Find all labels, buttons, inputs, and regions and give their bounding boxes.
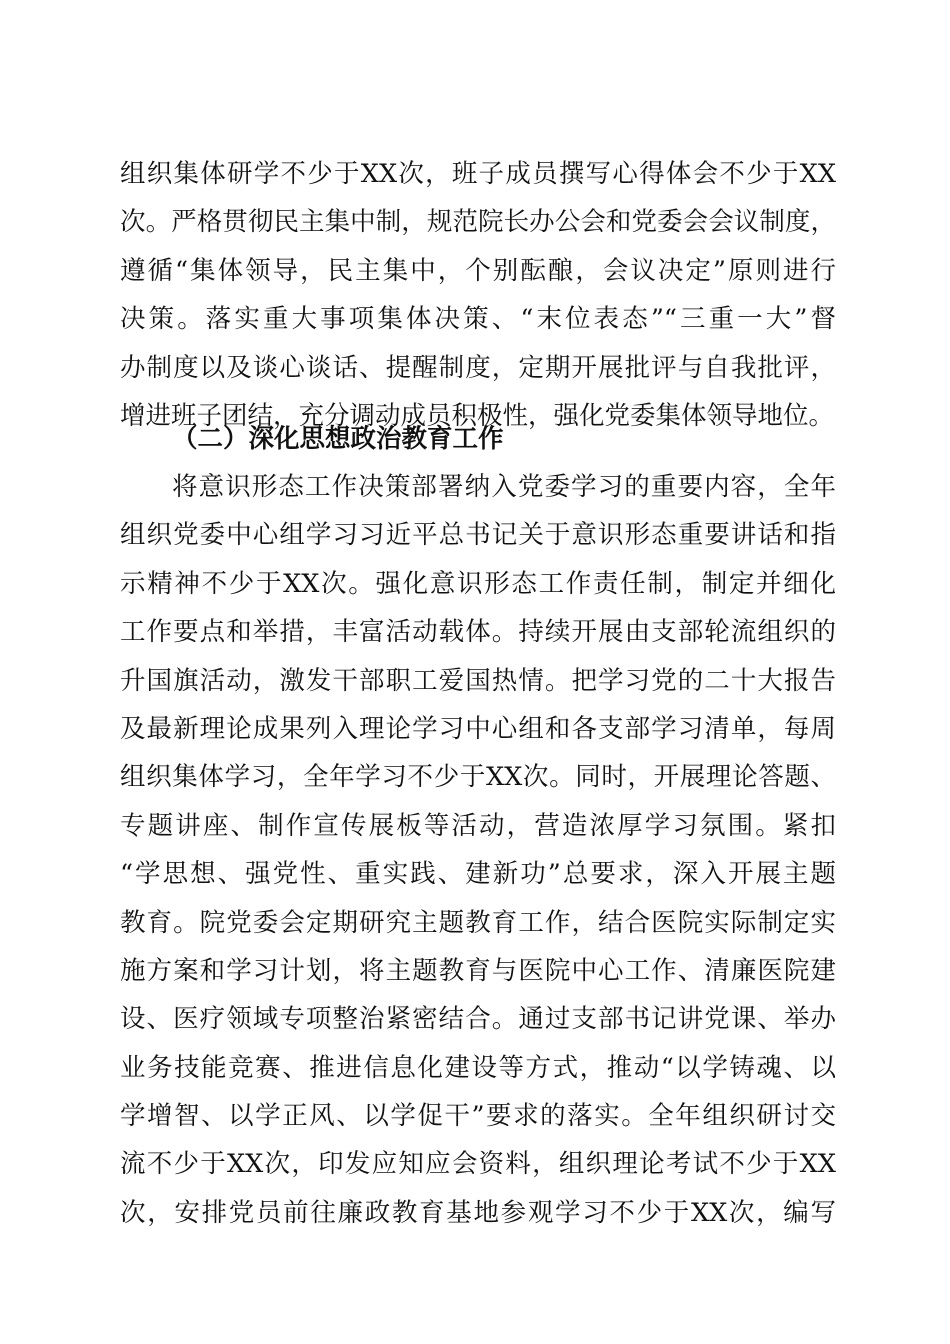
paragraph-2-line: 组织集体学习，全年学习不少于XX次。同时，开展理论答题、 — [120, 762, 836, 793]
paragraph-2 — [120, 463, 836, 1237]
paragraph-2-line: 业务技能竞赛、推进信息化建设等方式，推动“以学铸魂、以 — [120, 1052, 836, 1083]
paragraph-1-line: 增进班子团结，充分调动成员积极性，强化党委集体领导地位。 — [120, 400, 835, 431]
paragraph-2-line: 教育。院党委会定期研究主题教育工作，结合医院实际制定实 — [120, 907, 836, 938]
paragraph-2-line: 及最新理论成果列入理论学习中心组和各支部学习清单，每周 — [120, 713, 836, 744]
paragraph-2-line: 示精神不少于XX次。强化意识形态工作责任制，制定并细化 — [120, 568, 836, 599]
paragraph-2-line: 次，安排党员前往廉政教育基地参观学习不少于XX次，编写 — [120, 1197, 836, 1228]
paragraph-2-line: 专题讲座、制作宣传展板等活动，营造浓厚学习氛围。紧扣 — [120, 810, 836, 841]
paragraph-1-line: 办制度以及谈心谈话、提醒制度，定期开展批评与自我批评， — [120, 352, 836, 383]
paragraph-1-line: 遵循“集体领导，民主集中，个别酝酿，会议决定”原则进行 — [120, 255, 836, 286]
paragraph-2-line: 升国旗活动，激发干部职工爱国热情。把学习党的二十大报告 — [120, 665, 836, 696]
paragraph-1-line: 次。严格贯彻民主集中制，规范院长办公会和党委会会议制度， — [120, 207, 836, 238]
paragraph-2-line: “学思想、强党性、重实践、建新功”总要求，深入开展主题 — [120, 859, 836, 890]
paragraph-2-line: 工作要点和举措，丰富活动载体。持续开展由支部轮流组织的 — [120, 617, 836, 648]
paragraph-2-line: 将意识形态工作决策部署纳入党委学习的重要内容，全年 — [172, 472, 836, 502]
paragraph-2-line: 施方案和学习计划，将主题教育与医院中心工作、清廉医院建 — [120, 955, 836, 986]
paragraph-2-line: 组织党委中心组学习习近平总书记关于意识形态重要讲话和指 — [120, 520, 836, 551]
section-heading: （二）深化思想政治教育工作 — [172, 424, 504, 454]
paragraph-1-line: 决策。落实重大事项集体决策、“末位表态”“三重一大”督 — [120, 304, 836, 335]
paragraph-2-line: 设、医疗领域专项整治紧密结合。通过支部书记讲党课、举办 — [120, 1004, 836, 1035]
paragraph-2-line: 流不少于XX次，印发应知应会资料，组织理论考试不少于XX — [120, 1149, 836, 1180]
paragraph-1-line: 组织集体研学不少于XX次，班子成员撰写心得体会不少于XX — [120, 159, 836, 189]
paragraph-2-line: 学增智、以学正风、以学促干”要求的落实。全年组织研讨交 — [120, 1101, 836, 1132]
paragraph-1 — [120, 150, 836, 440]
